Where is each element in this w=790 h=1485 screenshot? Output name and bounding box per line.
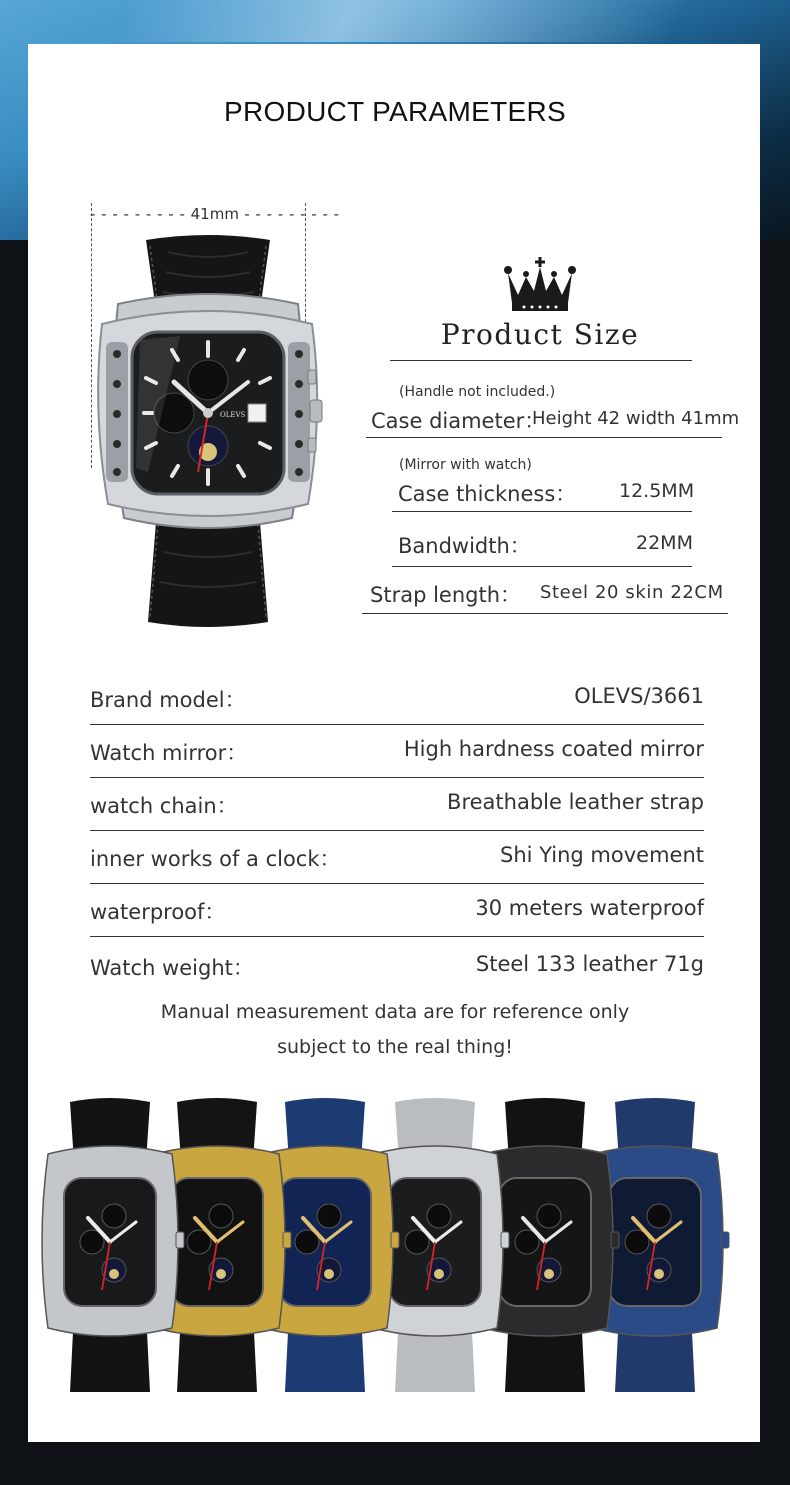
dimension-label: - - - - - - - - - 41mm - - - - - - - - - xyxy=(90,205,340,223)
watch-variants-image xyxy=(35,1092,755,1392)
spec-label: Brand model： xyxy=(90,688,246,712)
spec-value: High hardness coated mirror xyxy=(403,737,704,761)
crown-icon xyxy=(500,255,580,313)
size-title-rule xyxy=(390,360,692,361)
bandwidth-label: Bandwidth： xyxy=(398,534,531,558)
spec-label: waterproof： xyxy=(90,900,226,924)
spec-row-waterproof xyxy=(90,896,704,936)
spec-label: Watch weight： xyxy=(90,956,254,980)
spec-rule xyxy=(90,724,704,725)
watch-main-image xyxy=(88,232,328,632)
bandwidth-rule xyxy=(392,566,692,567)
spec-row-watch-chain xyxy=(90,790,704,830)
spec-row-watch-weight xyxy=(90,952,704,992)
strap-length-value: Steel 20 skin 22CM xyxy=(540,582,724,603)
spec-value: 30 meters waterproof xyxy=(475,896,704,920)
disclaimer-line-2: subject to the real thing! xyxy=(277,1036,513,1058)
spec-label: Watch mirror： xyxy=(90,741,248,765)
case-diameter-note: (Handle not included.) xyxy=(399,384,556,400)
case-thickness-rule xyxy=(392,511,692,512)
spec-rule xyxy=(90,830,704,831)
case-thickness-value: 12.5MM xyxy=(619,480,695,502)
dial-brand-mark: OLEVS xyxy=(220,411,246,419)
product-size-title: Product Size xyxy=(440,318,640,351)
spec-value: Shi Ying movement xyxy=(500,843,704,867)
case-diameter-rule xyxy=(366,437,722,438)
spec-value: OLEVS/3661 xyxy=(574,684,704,708)
spec-label: inner works of a clock： xyxy=(90,847,341,871)
spec-rule xyxy=(90,883,704,884)
spec-rule xyxy=(90,936,704,937)
strap-length-rule xyxy=(362,613,728,614)
spec-value: Steel 133 leather 71g xyxy=(475,952,704,976)
case-diameter-value: Height 42 width 41mm xyxy=(532,408,740,429)
case-diameter-label: Case diameter： xyxy=(371,409,546,433)
case-thickness-note: (Mirror with watch) xyxy=(399,457,532,473)
page-title: PRODUCT PARAMETERS xyxy=(224,96,566,127)
dimension-value: 41mm xyxy=(190,205,239,223)
spec-value: Breathable leather strap xyxy=(447,790,704,814)
disclaimer-line-1: Manual measurement data are for reference only xyxy=(160,1001,630,1023)
spec-row-movement xyxy=(90,843,704,883)
background-highlight xyxy=(110,0,690,42)
variant-silver-leather xyxy=(42,1098,184,1392)
spec-rule xyxy=(90,777,704,778)
spec-row-brand-model xyxy=(90,684,704,724)
strap-length-label: Strap length： xyxy=(370,583,522,607)
spec-row-watch-mirror xyxy=(90,737,704,777)
spec-label: watch chain： xyxy=(90,794,238,818)
case-thickness-label: Case thickness： xyxy=(398,482,577,506)
bandwidth-value: 22MM xyxy=(636,532,693,554)
